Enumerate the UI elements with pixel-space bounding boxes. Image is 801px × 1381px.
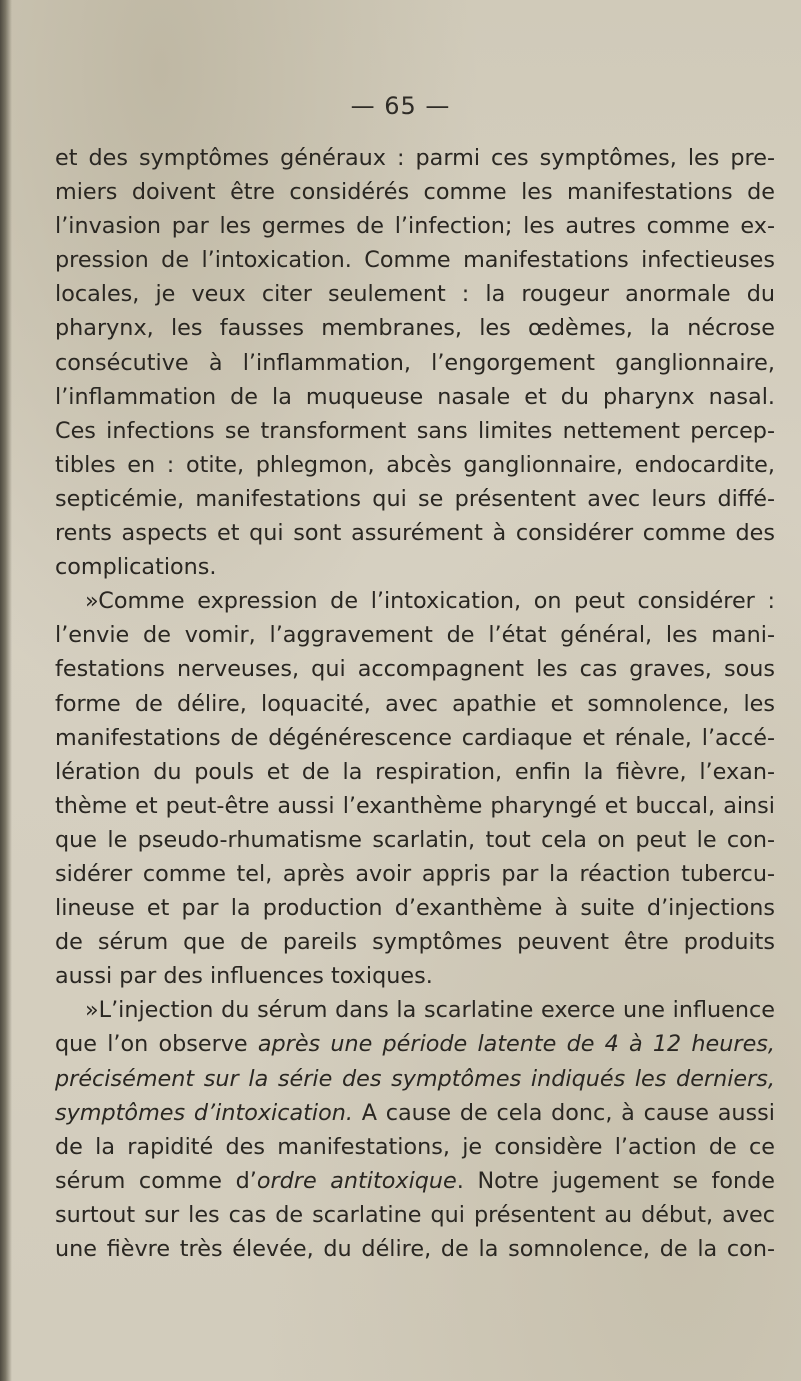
text-line: l’envie de vomir, l’aggravement de l’état général, les mani- (55, 622, 775, 649)
text-line: l’invasion par les germes de l’infection; les autres comme ex- (55, 213, 775, 240)
text-line: »L’injection du sérum dans la scarlatine exerce une influence (85, 997, 775, 1024)
text-run: A cause de cela donc, à cause aussi (352, 1099, 775, 1126)
text-line: que le pseudo-rhumatisme scarlatin, tout cela on peut le con- (55, 826, 775, 853)
text-line: miers doivent être considérés comme les manifestations de (55, 179, 775, 206)
text-line: festations nerveuses, qui accompagnent les cas graves, sous (55, 656, 775, 683)
binding-edge (0, 0, 12, 1381)
text-line: une fièvre très élevée, du délire, de la somnolence, de la con- (55, 1236, 775, 1262)
text-line: tibles en : otite, phlegmon, abcès ganglionnaire, endocardite, (55, 451, 775, 478)
italic-run: ordre antitoxique (256, 1167, 457, 1194)
body-text (55, 141, 775, 1266)
text-line: complications. (55, 554, 217, 581)
text-line: septicémie, manifestations qui se présentent avec leurs diffé- (55, 485, 775, 512)
text-line: et des symptômes généraux : parmi ces symptômes, les pre- (55, 145, 775, 171)
text-line (55, 1062, 775, 1096)
text-line (55, 1027, 775, 1061)
text-line: rents aspects et qui sont assurément à considérer comme des (55, 520, 775, 547)
text-line: consécutive à l’inflammation, l’engorgement ganglionnaire, (55, 349, 775, 376)
text-line: l’inflammation de la muqueuse nasale et du pharynx nasal. (55, 383, 775, 410)
text-run: . Notre jugement se fonde (456, 1167, 775, 1194)
text-line: thème et peut-être aussi l’exanthème pharyngé et buccal, ainsi (55, 792, 775, 819)
text-run: d’ (235, 1167, 257, 1194)
italic-run: après une période latente de 4 à 12 heures, (257, 1031, 775, 1058)
text-line: lération du pouls et de la respiration, enfin la fièvre, l’exan- (55, 758, 775, 785)
text-run: que l’on observe (55, 1031, 258, 1058)
text-line: Ces infections se transforment sans limites nettement percep- (55, 417, 775, 444)
italic-run: symptômes d’intoxication. (55, 1099, 353, 1126)
text-line: pharynx, les fausses membranes, les œdèmes, la nécrose (55, 315, 775, 342)
page-number: — 65 — (350, 92, 451, 120)
text-line (55, 1164, 775, 1198)
italic-run: précisément sur la série des symptômes indiqués les derniers, (55, 1065, 775, 1092)
text-line: pression de l’intoxication. Comme manifestations infectieuses (55, 247, 775, 274)
text-line: lineuse et par la production d’exanthème à suite d’injections (55, 895, 775, 922)
text-line: manifestations de dégénérescence cardiaque et rénale, l’accé- (55, 724, 775, 751)
text-line: aussi par des influences toxiques. (55, 963, 433, 990)
text-line: sidérer comme tel, après avoir appris par la réaction tubercu- (55, 860, 775, 887)
text-line: de la rapidité des manifestations, je considère l’action de ce (55, 1133, 775, 1160)
text-line: forme de délire, loquacité, avec apathie et somnolence, les (55, 690, 775, 717)
text-line: surtout sur les cas de scarlatine qui présentent au début, avec (55, 1201, 775, 1228)
text-run: sérum comme (55, 1167, 236, 1194)
text-line: locales, je veux citer seulement : la rougeur anormale du (55, 281, 775, 308)
text-line (55, 1096, 775, 1130)
text-line: de sérum que de pareils symptômes peuvent être produits (55, 929, 775, 956)
text-line: »Comme expression de l’intoxication, on peut considérer : (85, 588, 775, 615)
